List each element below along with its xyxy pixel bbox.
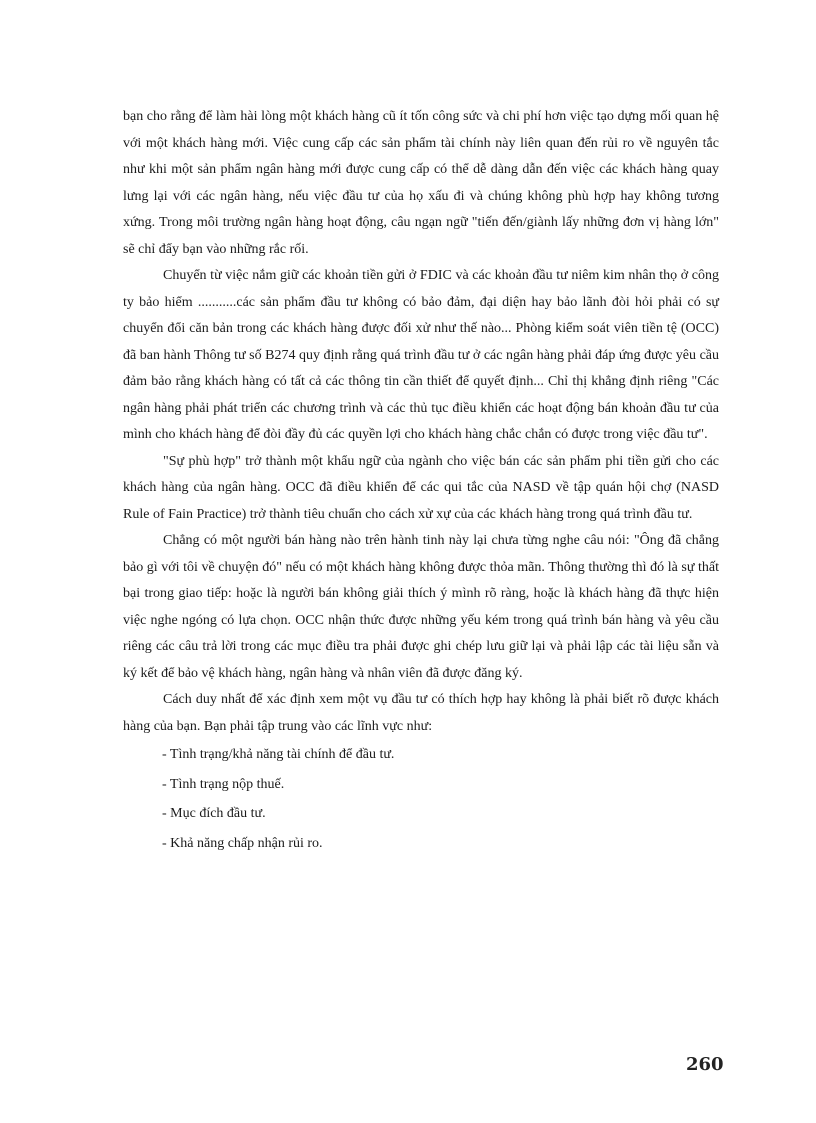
- paragraph: Chuyển từ việc nắm giữ các khoản tiền gửi ở FDIC và các khoản đầu tư niêm kim nhân thọ ở công ty bảo hiểm ...........các sản phẩm đầu tư không có bảo đảm, đại diện hay bảo lãnh đòi hỏi phải có sự chuyển đổi căn bản trong các khách hàng được đối xử như thế nào... Phòng kiểm soát viên tiền tệ (OCC) đã ban hành Thông tư số B274 quy định rằng quá trình đầu tư ở các ngân hàng phải đáp ứng được yêu cầu đảm bảo rằng khách hàng có tất cả các thông tin cần thiết để quyết định... Chỉ thị khẳng định riêng "Các ngân hàng phải phát triển các chương trình và các thủ tục điều khiển các hoạt động bán khoản đầu tư của mình cho khách hàng để đòi đầy đủ các quyền lợi cho khách hàng chắc chắn có được trong việc đầu tư".: [123, 268, 719, 442]
- list-item: - Tình trạng nộp thuế.: [162, 776, 285, 792]
- paragraph: Chẳng có một người bán hàng nào trên hành tinh này lại chưa từng nghe câu nói: "Ông đã chẳng bảo gì với tôi về chuyện đó" nếu có một khách hàng không được thỏa mãn. Thông thường thì đó là sự thất bại trong giao tiếp: hoặc là người bán không giải thích ý mình rõ ràng, hoặc là khách hàng đã thực hiện việc nghe ngóng có lựa chọn. OCC nhận thức được những yếu kém trong quá trình bán hàng và yêu cầu riêng các câu trả lời trong các mục điều tra phải được ghi chép lưu giữ lại và phải lập các tài liệu sẵn và ký kết để bảo vệ khách hàng, ngân hàng và nhân viên đã được đăng ký.: [123, 533, 719, 681]
- list-item: - Mục đích đầu tư.: [162, 806, 266, 821]
- list-item: - Khả năng chấp nhận rủi ro.: [162, 835, 323, 851]
- paragraph: bạn cho rằng để làm hài lòng một khách hàng cũ ít tốn công sức và chi phí hơn việc tạo dựng mối quan hệ với một khách hàng mới. Việc cung cấp các sản phẩm tài chính này liên quan đến rủi ro về nguyên tắc như khi một sản phẩm ngân hàng mới được cung cấp có thể dễ dàng dẫn đến việc các khách hàng quay lưng lại với các ngân hàng, nếu việc đầu tư của họ xấu đi và chúng không phù hợp hay không tương xứng. Trong môi trường ngân hàng hoạt động, câu ngạn ngữ "tiến đến/giành lấy những đơn vị hàng lớn" sẽ chỉ đẩy bạn vào những rắc rối.: [123, 109, 719, 257]
- paragraph: "Sự phù hợp" trở thành một khẩu ngữ của ngành cho việc bán các sản phẩm phi tiền gửi cho các khách hàng của ngân hàng. OCC đã điều khiển để các qui tắc của NASD về tập quán hội chợ (NASD Rule of Fain Practice) trở thành tiêu chuẩn cho cách xử xự của các khách hàng trong quá trình đầu tư.: [123, 453, 719, 522]
- paragraph: Cách duy nhất để xác định xem một vụ đầu tư có thích hợp hay không là phải biết rõ được khách hàng của bạn. Bạn phải tập trung vào các lĩnh vực như:: [123, 692, 719, 734]
- page-body: [123, 104, 719, 858]
- list-item: - Tình trạng/khả năng tài chính để đầu tư.: [162, 747, 395, 762]
- page-number: 260: [686, 1054, 724, 1075]
